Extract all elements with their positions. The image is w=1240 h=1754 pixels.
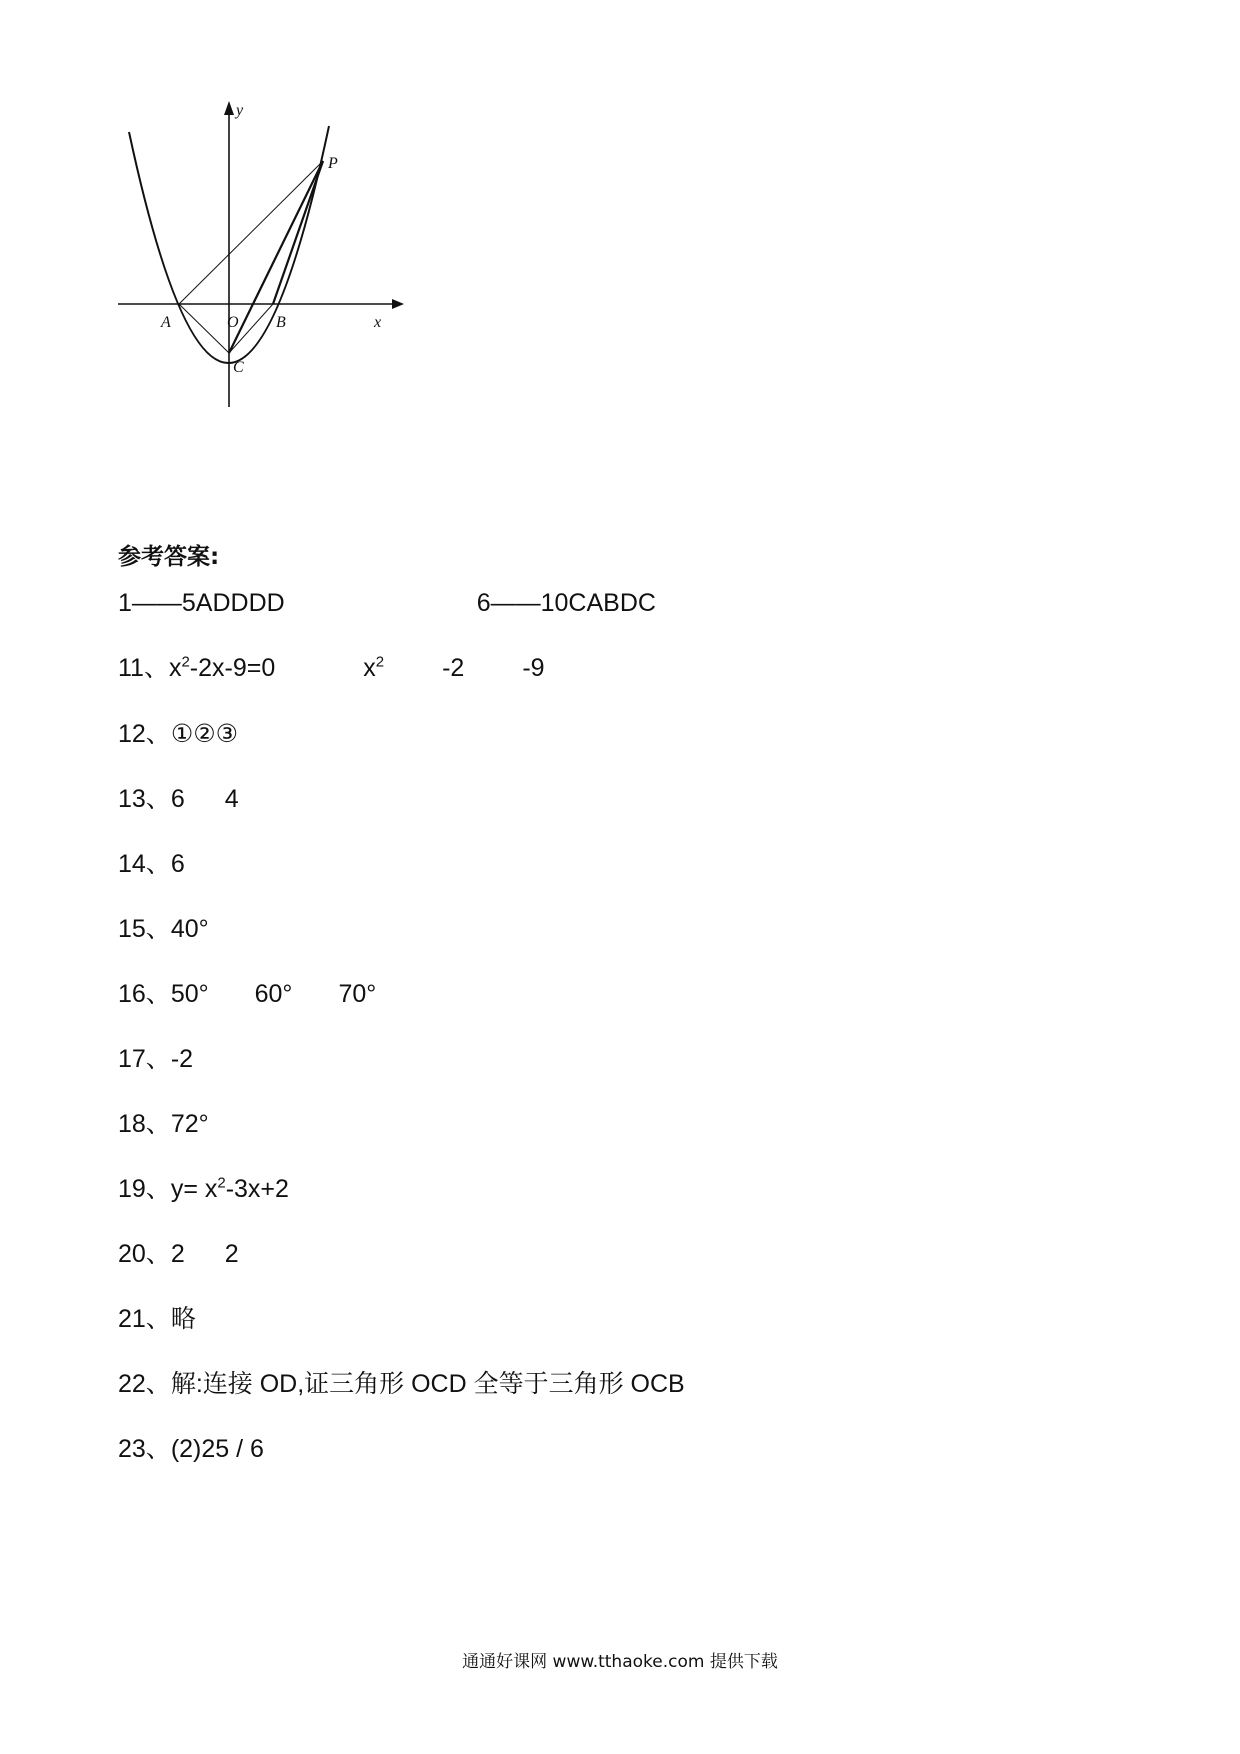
answer-6-10: 6——10CABDC xyxy=(476,589,656,617)
answer-value: 72° xyxy=(170,1110,209,1138)
label-x: x xyxy=(374,314,382,331)
answer-number: 15、 xyxy=(118,915,171,943)
answers-heading: 参考答案: xyxy=(118,544,220,570)
x-axis-arrow xyxy=(392,299,404,309)
answer-value: 解:连接 OD,证三角形 OCD 全等于三角形 OCB xyxy=(170,1370,685,1398)
segment-ac xyxy=(179,304,229,353)
label-a: A xyxy=(161,314,171,331)
answer-number: 20、 xyxy=(118,1240,171,1268)
answer-value: 4 xyxy=(224,785,239,813)
label-c: C xyxy=(233,359,244,376)
answer-value: 50° xyxy=(170,980,209,1008)
answer-number: 17、 xyxy=(118,1045,171,1073)
answer-number: 12、 xyxy=(118,720,171,748)
answer-row-18 xyxy=(118,1109,209,1139)
parabola-figure xyxy=(110,95,410,415)
answer-value: 60° xyxy=(254,980,293,1008)
answer-equation: $x^2-2x-9=0$ xyxy=(168,653,276,682)
answer-1-5: 1——5ADDDD xyxy=(118,589,285,617)
answer-row-16 xyxy=(118,979,376,1009)
answer-value: 40° xyxy=(170,915,209,943)
answer-row-22 xyxy=(118,1369,685,1399)
label-y: y xyxy=(236,102,244,119)
answer-term: $x^2$ xyxy=(363,653,385,682)
answer-row-17 xyxy=(118,1044,193,1074)
answer-row-1-10 xyxy=(118,588,656,618)
answer-number: 22、 xyxy=(118,1370,171,1398)
answer-number: 23、 xyxy=(118,1435,171,1463)
answer-row-21 xyxy=(118,1304,196,1334)
answer-number: 11、 xyxy=(118,654,169,682)
label-p: P xyxy=(328,155,338,172)
answer-term: -9 xyxy=(522,654,545,682)
label-o: O xyxy=(227,314,239,331)
answer-value: 70° xyxy=(338,980,377,1008)
answer-row-12 xyxy=(118,719,238,749)
answer-row-13 xyxy=(118,784,239,814)
answer-value: (2)25 / 6 xyxy=(170,1435,264,1463)
answer-number: 18、 xyxy=(118,1110,171,1138)
page-footer: 通通好课网 www.tthaoke.com 提供下载 xyxy=(462,1652,778,1672)
answer-value: 略 xyxy=(170,1305,196,1333)
answer-term: -2 xyxy=(442,654,465,682)
answer-value: 6 xyxy=(170,850,185,878)
segment-bp xyxy=(273,161,323,304)
answer-row-20 xyxy=(118,1239,239,1269)
answer-number: 16、 xyxy=(118,980,171,1008)
answer-value: 2 xyxy=(170,1240,185,1268)
answer-value: ①②③ xyxy=(170,720,239,748)
answer-value: 2 xyxy=(224,1240,239,1268)
answer-value: $y= x^2-3x+2$ xyxy=(170,1174,289,1203)
answer-row-19 xyxy=(118,1174,289,1204)
answer-row-15 xyxy=(118,914,209,944)
segment-ap xyxy=(179,161,323,304)
answer-number: 14、 xyxy=(118,850,171,878)
answer-row-23 xyxy=(118,1434,264,1464)
label-b: B xyxy=(276,314,286,331)
answer-value: -2 xyxy=(170,1045,194,1073)
y-axis-arrow xyxy=(224,101,234,115)
answer-number: 19、 xyxy=(118,1175,171,1203)
answer-number: 13、 xyxy=(118,785,171,813)
answer-row-11 xyxy=(118,653,545,683)
answer-number: 21、 xyxy=(118,1305,171,1333)
answer-row-14 xyxy=(118,849,185,879)
answer-value: 6 xyxy=(170,785,185,813)
